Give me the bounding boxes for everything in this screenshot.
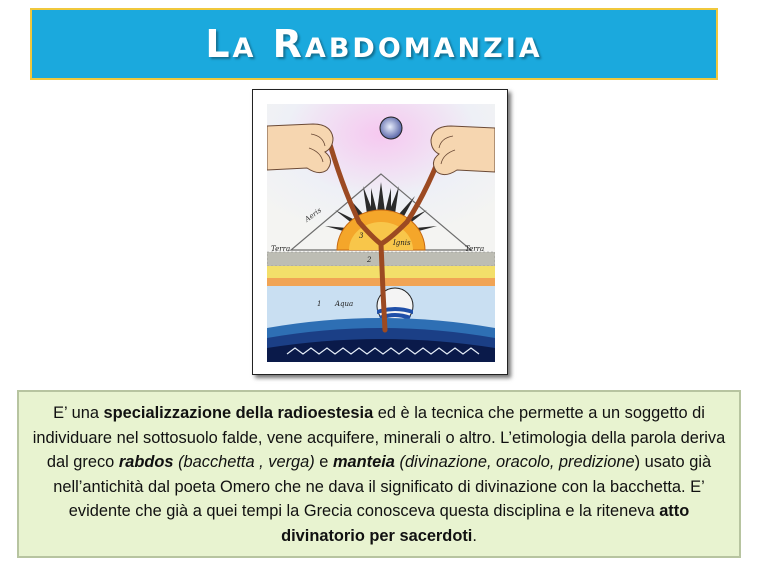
- moon: [380, 117, 402, 139]
- highlight-atto-divinatorio: atto divinatorio per sacerdoti: [281, 502, 690, 545]
- illustration-frame: [252, 89, 508, 375]
- label-aqua: Aqua: [335, 300, 354, 308]
- label-terra-right: Terra: [465, 245, 485, 253]
- dowsing-illustration: [267, 104, 495, 362]
- label-num-1: 1: [317, 300, 322, 308]
- term-rabdos: rabdos: [118, 453, 174, 471]
- label-terra-left: Terra: [271, 245, 291, 253]
- left-hand: [267, 124, 333, 173]
- label-num-2: 2: [367, 256, 372, 264]
- description-text: E’ una specializzazione della radioestesia ed è la tecnica che permette a un soggetto di individuare nel sottosuolo falde, vene acquifere, minerali o altro. L’etimologia della parola deriva dal greco rabdos (bacchetta , verga) e manteia (divinazione, oracolo, predizione) usato già nell’antichità dal poeta Omero che ne dava il significato di divinazione con la bacchetta. E’ evidente che già a quei tempi la Grecia conosceva questa disciplina e la riteneva atto divinatorio per sacerdoti.: [32, 404, 726, 545]
- label-num-3: 3: [359, 232, 364, 240]
- page-title: La Rabdomanzia: [205, 22, 543, 66]
- term-manteia: manteia: [332, 453, 395, 471]
- label-aeris: Aeris: [303, 206, 324, 224]
- description-box: [17, 390, 741, 558]
- right-hand: [431, 126, 495, 175]
- highlight-radioestesia: specializzazione della radioestesia: [103, 404, 374, 422]
- title-banner: [30, 8, 718, 80]
- label-ignis: Ignis: [393, 239, 411, 247]
